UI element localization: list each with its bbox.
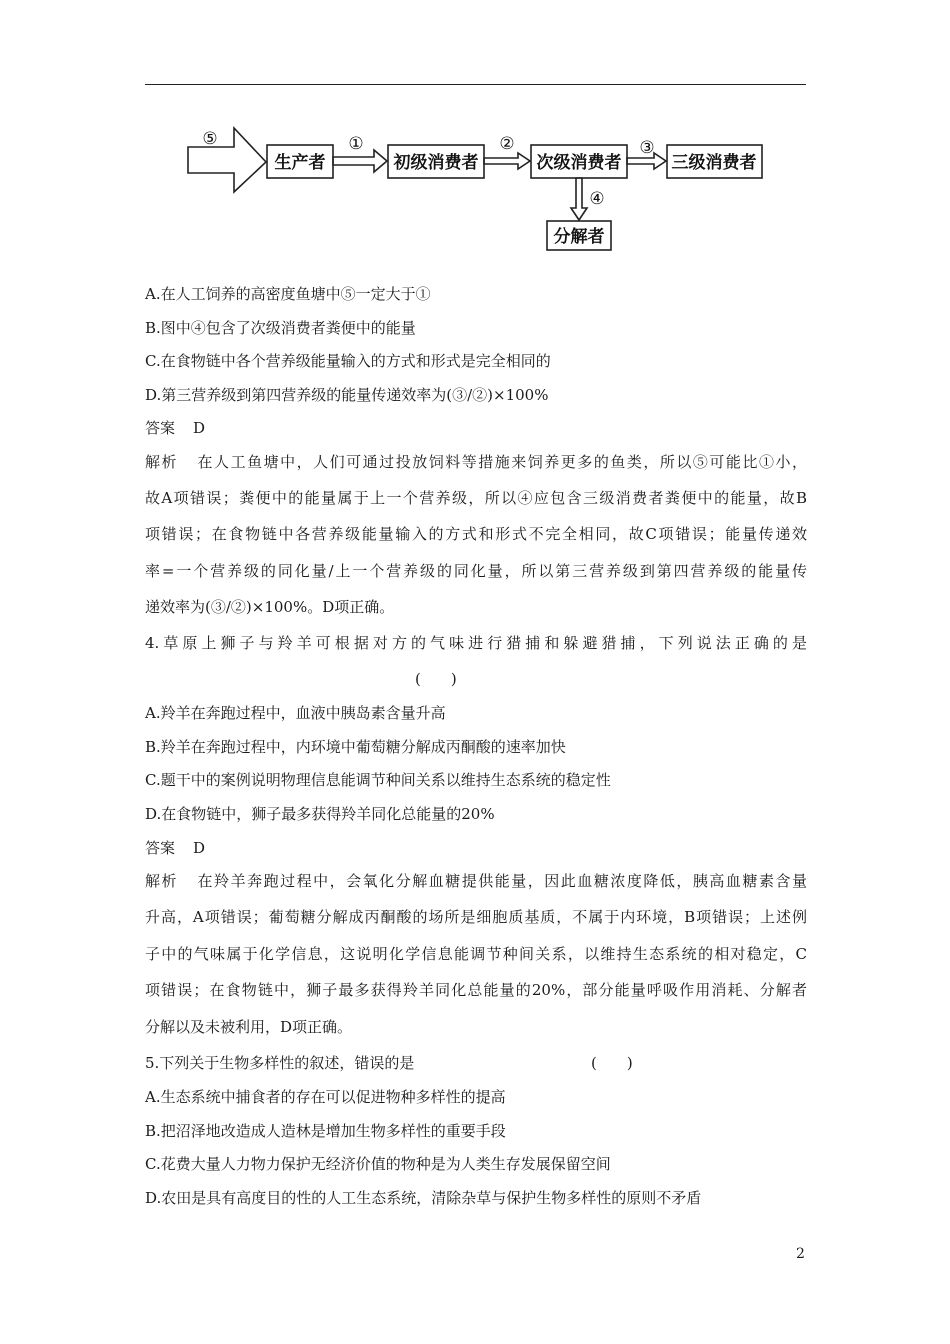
q3-option-b: B.图中④包含了次级消费者粪便中的能量: [145, 319, 416, 337]
q3-analysis-line-5: 递效率为(③/②)×100%。D项正确。: [145, 598, 395, 616]
q3-analysis-line-1: 解析 在人工鱼塘中，人们可通过投放饲料等措施来饲养更多的鱼类，所以⑤可能比①小，: [145, 453, 807, 471]
q5-option-c: C.花费大量人力物力保护无经济价值的物种是为人类生存发展保留空间: [145, 1155, 611, 1173]
q4-answer-value: D: [193, 839, 206, 857]
q4-option-a: A.羚羊在奔跑过程中，血液中胰岛素含量升高: [145, 704, 446, 722]
q5-option-d: D.农田是具有高度目的性的人工生态系统，清除杂草与保护生物多样性的原则不矛盾: [145, 1189, 702, 1207]
page-number: 2: [796, 1246, 805, 1262]
q4-answer-label: 答案: [145, 839, 176, 857]
q4-analysis-line-3: 子中的气味属于化学信息，这说明化学信息能调节种间关系，以维持生态系统的相对稳定，C: [145, 945, 807, 963]
arrow-1-label: ①: [348, 134, 364, 154]
arrow-3-label: ③: [639, 138, 655, 158]
q3-analysis-label: 解析: [145, 453, 179, 471]
q4-option-c: C.题干中的案例说明物理信息能调节种间关系以维持生态系统的稳定性: [145, 771, 611, 789]
q3-analysis-line-4: 率=一个营养级的同化量/上一个营养级的同化量，所以第三营养级到第四营养级的能量传: [145, 562, 807, 580]
energy-input-arrow: [188, 128, 266, 192]
header-rule: [145, 84, 806, 85]
q4-analysis-label: 解析: [145, 872, 179, 890]
q4-analysis-line-2: 升高，A项错误；葡萄糖分解成丙酮酸的场所是细胞质基质，不属于内环境，B项错误；上述例: [145, 908, 807, 926]
q5-stem: 5.下列关于生物多样性的叙述，错误的是: [145, 1054, 415, 1072]
input-label: ⑤: [202, 129, 218, 149]
q5-option-a: A.生态系统中捕食者的存在可以促进物种多样性的提高: [145, 1088, 506, 1106]
q5-option-b: B.把沼泽地改造成人造林是增加生物多样性的重要手段: [145, 1122, 506, 1140]
producer-label: 生产者: [274, 153, 326, 173]
secondary-consumer-label: 次级消费者: [536, 153, 622, 173]
q3-option-d: D.第三营养级到第四营养级的能量传递效率为(③/②)×100%: [145, 386, 549, 404]
arrow-4-label: ④: [589, 189, 605, 209]
arrow-2-label: ②: [499, 134, 515, 154]
q4-bracket: ( ): [415, 670, 457, 688]
q4-option-d: D.在食物链中，狮子最多获得羚羊同化总能量的20%: [145, 805, 495, 823]
q4-analysis-line-1: 解析 在羚羊奔跑过程中，会氧化分解血糖提供能量，因此血糖浓度降低，胰高血糖素含量: [145, 872, 807, 890]
q3-analysis-line-3: 项错误；在食物链中各营养级能量输入的方式和形式不完全相同，故C项错误；能量传递效: [145, 525, 807, 543]
arrow-4: [571, 178, 587, 220]
decomposer-label: 分解者: [553, 227, 605, 247]
q3-answer: [145, 418, 205, 438]
energy-flow-diagram: [180, 126, 780, 254]
q4-analysis-line-4: 项错误；在食物链中，狮子最多获得羚羊同化总能量的20%，部分能量呼吸作用消耗、分解者: [145, 981, 807, 999]
q5-bracket: ( ): [591, 1054, 633, 1072]
q3-option-a: A.在人工饲养的高密度鱼塘中⑤一定大于①: [145, 285, 431, 303]
primary-consumer-label: 初级消费者: [393, 153, 479, 173]
q4-option-b: B.羚羊在奔跑过程中，内环境中葡萄糖分解成丙酮酸的速率加快: [145, 738, 566, 756]
q4-answer: [145, 838, 205, 858]
tertiary-consumer-label: 三级消费者: [671, 153, 757, 173]
q3-answer-label: 答案: [145, 419, 176, 437]
q3-option-c: C.在食物链中各个营养级能量输入的方式和形式是完全相同的: [145, 352, 551, 370]
q4-stem: 4.草原上狮子与羚羊可根据对方的气味进行猎捕和躲避猎捕，下列说法正确的是: [145, 634, 807, 652]
q3-answer-value: D: [193, 419, 206, 437]
q3-analysis-line-2: 故A项错误；粪便中的能量属于上一个营养级，所以④应包含三级消费者粪便中的能量，故B: [145, 489, 807, 507]
q4-analysis-line-5: 分解以及未被利用，D项正确。: [145, 1018, 353, 1036]
arrow-2: [484, 153, 530, 169]
